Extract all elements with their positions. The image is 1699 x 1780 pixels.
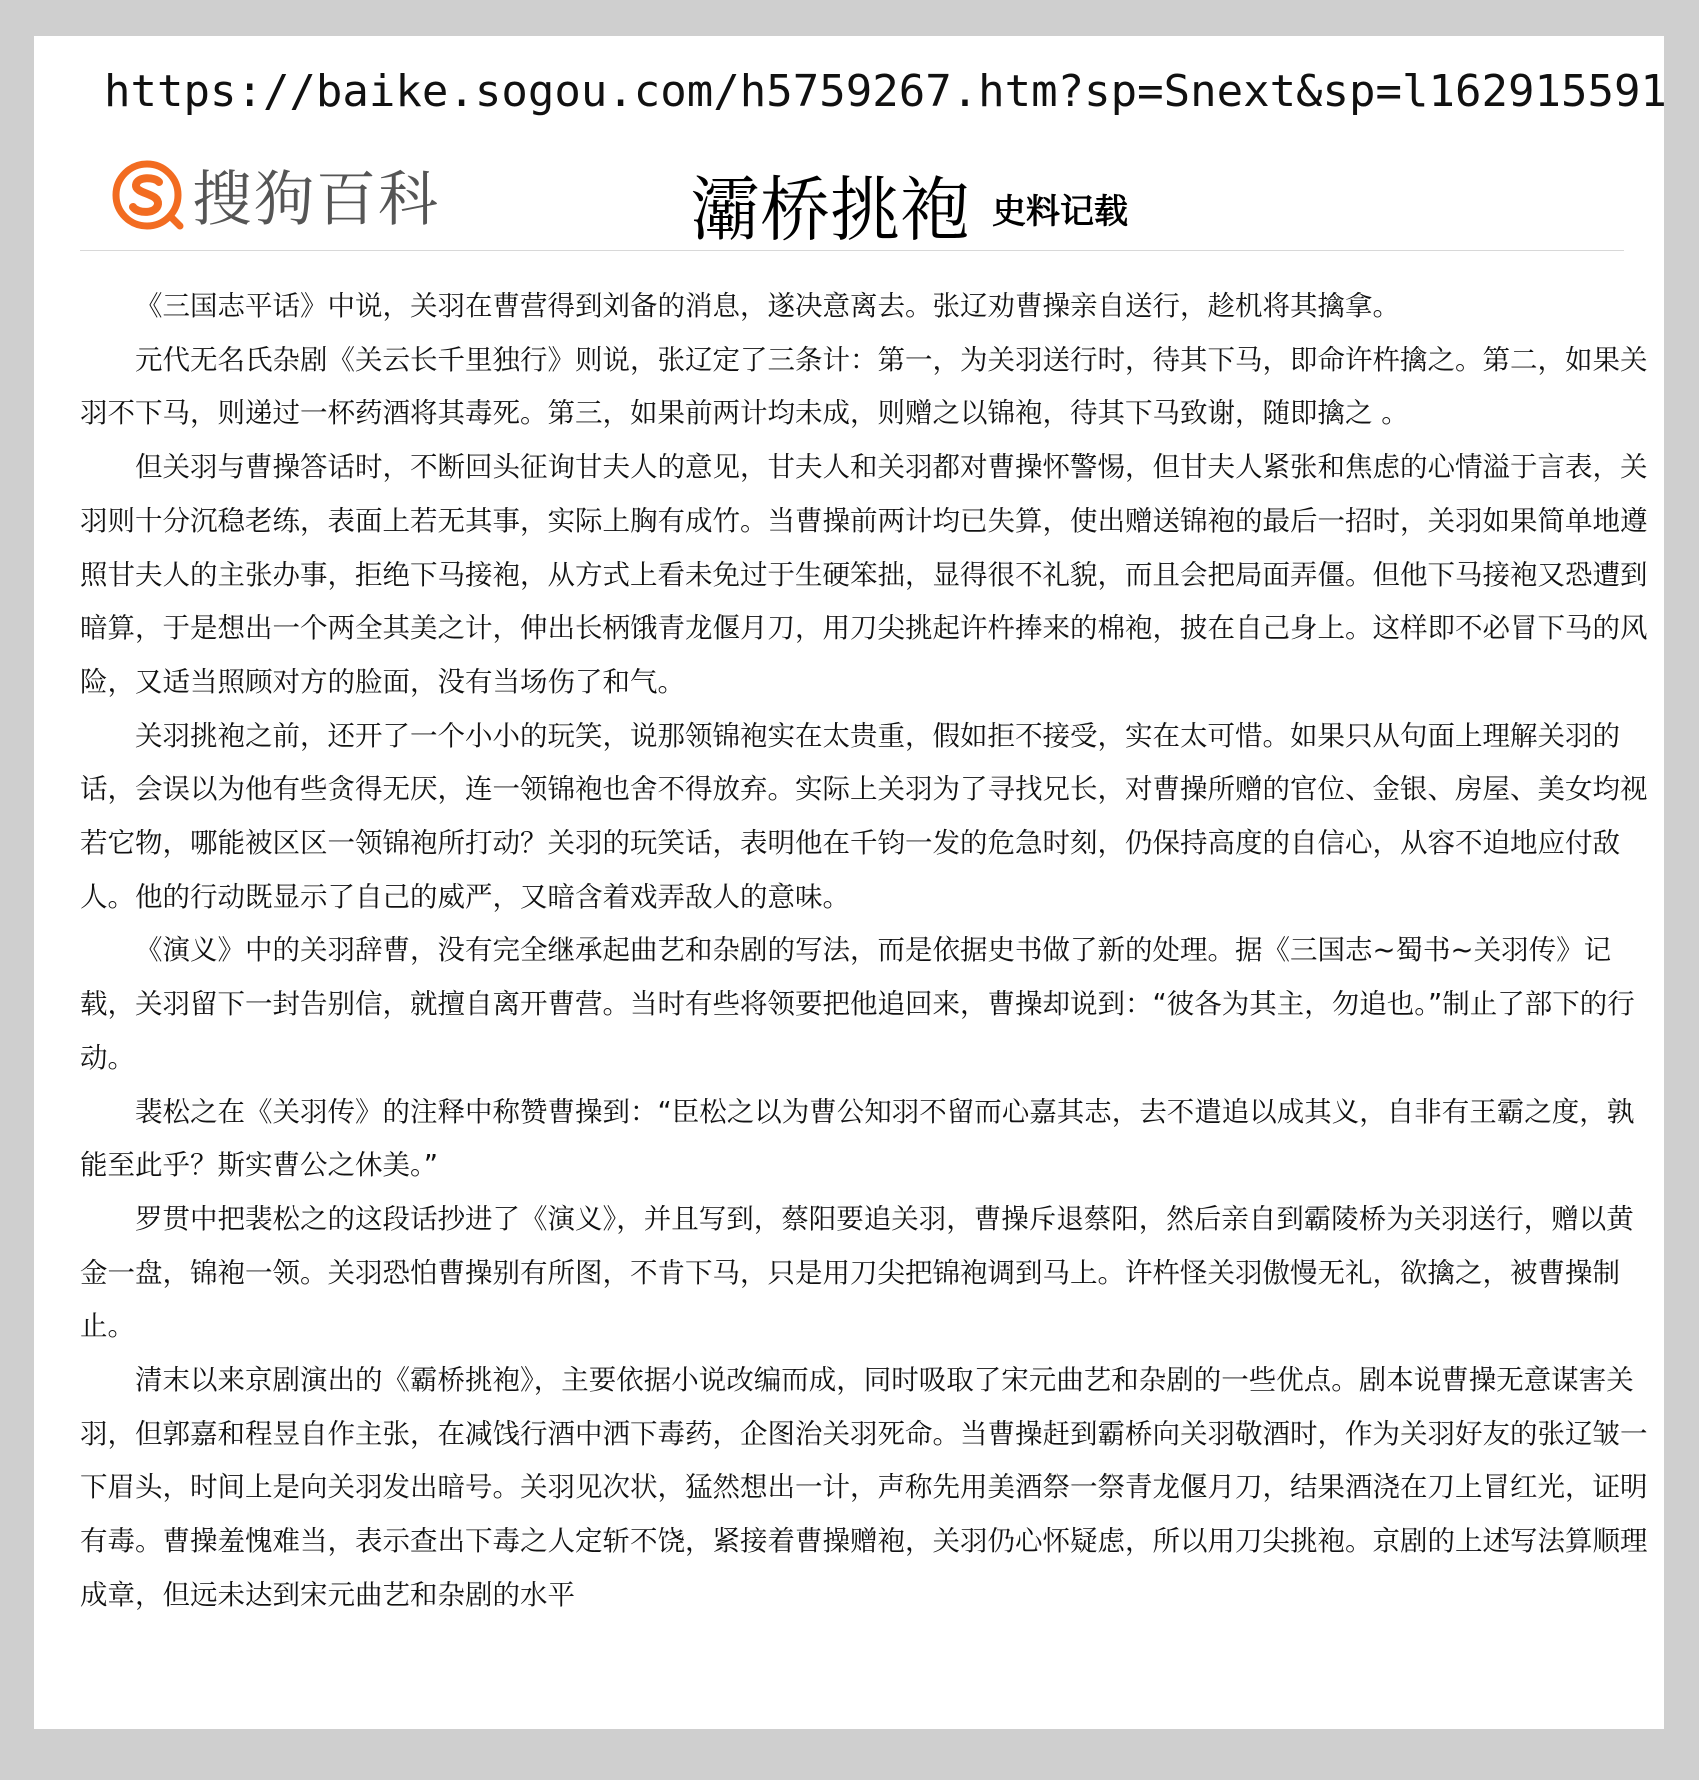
paragraph: 清末以来京剧演出的《霸桥挑袍》，主要依据小说改编而成，同时吸取了宋元曲艺和杂剧的一些优点。剧本说曹操无意谋害关羽，但郭嘉和程昱自作主张，在减饯行酒中洒下毒药，企图治关羽死命。当曹操赶到霸桥向关羽敬酒时，作为关羽好友的张辽皱一下眉头，时间上是向关羽发出暗号。关羽见次状，猛然想出一计，声称先用美酒祭一祭青龙偃月刀，结果酒浇在刀上冒红光，证明有毒。曹操羞愧难当，表示查出下毒之人定斩不饶，紧接着曹操赠袍，关羽仍心怀疑虑，所以用刀尖挑袍。京剧的上述写法算顺理成章，但远未达到宋元曲艺和杂剧的水平 <box>80 1364 1648 1611</box>
article-body <box>80 280 1656 1623</box>
document-page <box>34 36 1667 1729</box>
sogou-s-logo-icon <box>110 158 184 232</box>
header-divider <box>80 250 1624 251</box>
paragraph: 但关羽与曹操答话时，不断回头征询甘夫人的意见，甘夫人和关羽都对曹操怀警惕，但甘夫人紧张和焦虑的心情溢于言表，关羽则十分沉稳老练，表面上若无其事，实际上胸有成竹。当曹操前两计均已失算，使出赠送锦袍的最后一招时，关羽如果简单地遵照甘夫人的主张办事，拒绝下马接袍，从方式上看未免过于生硬笨拙，显得很不礼貌，而且会把局面弄僵。但他下马接袍又恐遭到暗算，于是想出一个两全其美之计，伸出长柄饿青龙偃月刀，用刀尖挑起许杵捧来的棉袍，披在自己身上。这样即不必冒下马的风险，又适当照顾对方的脸面，没有当场伤了和气。 <box>80 451 1648 698</box>
paragraph: 罗贯中把裴松之的这段话抄进了《演义》，并且写到，蔡阳要追关羽，曹操斥退蔡阳，然后亲自到霸陵桥为关羽送行，赠以黄金一盘，锦袍一领。关羽恐怕曹操别有所图，不肯下马，只是用刀尖把锦袍调到马上。许杵怪关羽傲慢无礼，欲擒之，被曹操制止。 <box>80 1202 1634 1343</box>
paragraph: 关羽挑袍之前，还开了一个小小的玩笑，说那领锦袍实在太贵重，假如拒不接受，实在太可惜。如果只从句面上理解关羽的话，会误以为他有些贪得无厌，连一领锦袍也舍不得放弃。实际上关羽为了寻找兄长，对曹操所赠的官位、金银、房屋、美女均视若它物，哪能被区区一领锦袍所打动？关羽的玩笑话，表明他在千钧一发的危急时刻，仍保持高度的自信心，从容不迫地应付敌人。他的行动既显示了自己的威严，又暗含着戏弄敌人的意味。 <box>80 719 1648 913</box>
brand-header <box>110 152 440 238</box>
paragraph: 《三国志平话》中说，关羽在曹营得到刘备的消息，遂决意离去。张辽劝曹操亲自送行，趁机将其擒拿。 <box>135 290 1400 322</box>
paragraph: 《演义》中的关羽辞曹，没有完全继承起曲艺和杂剧的写法，而是依据史书做了新的处理。据《三国志~蜀书~关羽传》记载，关羽留下一封告别信，就擅自离开曹营。当时有些将领要把他追回来，曹操却说到：“彼各为其主，勿追也。”制止了部下的行动。 <box>80 934 1635 1074</box>
source-url: https://baike.sogou.com/h5759267.htm?sp=Snext&sp=l162915591 <box>104 66 1667 117</box>
page-title: 灞桥挑袍 <box>690 169 970 251</box>
paragraph: 元代无名氏杂剧《关云长千里独行》则说，张辽定了三条计：第一，为关羽送行时，待其下马，即命许杵擒之。第二，如果关羽不下马，则递过一杯药酒将其毒死。第三，如果前两计均未成，则赠之以锦袍，待其下马致谢，随即擒之 。 <box>80 343 1648 430</box>
brand-name: 搜狗百科 <box>192 165 440 235</box>
section-subtitle: 史料记载 <box>992 192 1128 232</box>
paragraph: 裴松之在《关羽传》的注释中称赞曹操到：“臣松之以为曹公知羽不留而心嘉其志，去不遣追以成其义，自非有王霸之度，孰能至此乎？斯实曹公之休美。” <box>80 1095 1635 1182</box>
